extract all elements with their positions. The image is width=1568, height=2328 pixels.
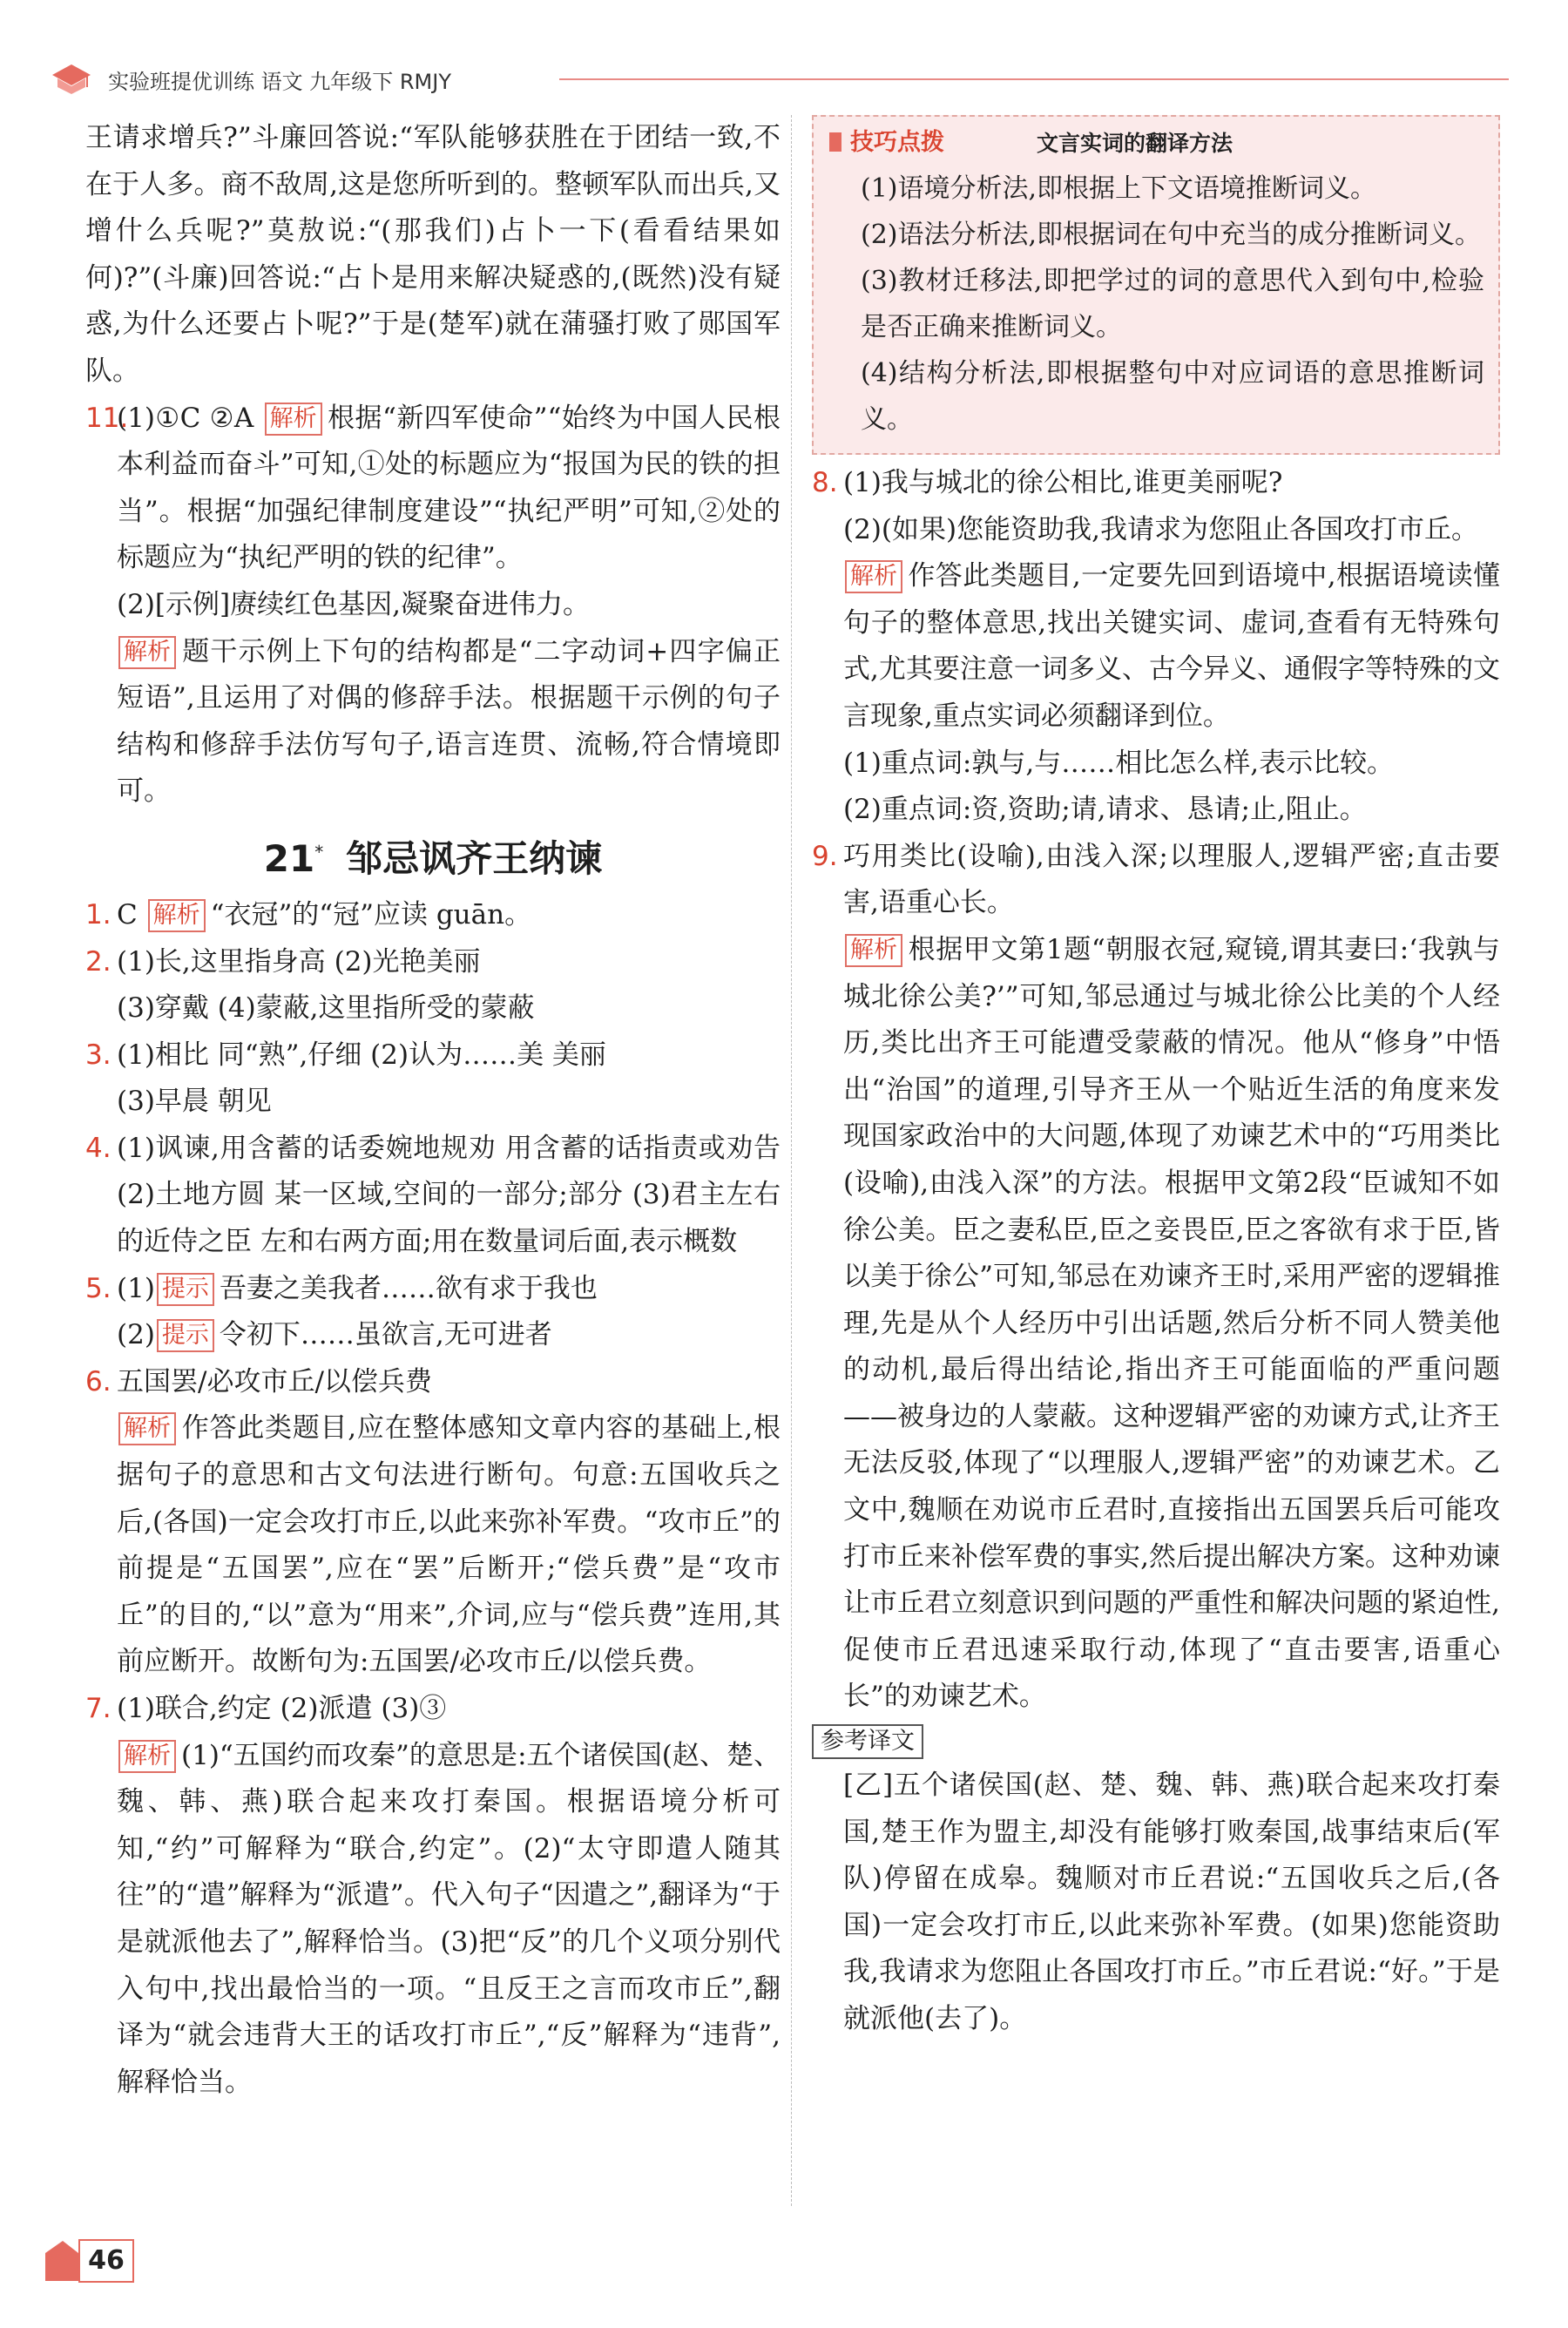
hint-text: 令初下……虽欲言,无可进者 <box>219 1319 552 1351</box>
question-3 <box>85 1032 781 1126</box>
tip-item: (1)语境分析法,即根据上下文语境推断词义。 <box>861 173 1377 204</box>
question-number: 2. <box>85 945 112 978</box>
tips-label: 技巧点拨 <box>829 125 944 160</box>
hint-text: 吾妻之美我者……欲有求于我也 <box>219 1272 598 1304</box>
page-number-label: 46 <box>78 2239 134 2283</box>
question-number: 6. <box>85 1365 112 1397</box>
question-number: 7. <box>85 1693 112 1724</box>
part-label: (1) <box>117 1272 155 1304</box>
tips-title: 文言实词的翻译方法 <box>1037 131 1233 156</box>
question-6 <box>85 1359 781 1686</box>
question-7 <box>85 1686 781 2106</box>
answer-text: (3)早晨 朝见 <box>117 1086 272 1118</box>
analysis-text: (1)“五国约而攻秦”的意思是:五个诸侯国(赵、楚、魏、韩、燕)联合起来攻打秦国。根据语境分析可知,“约”可解释为“联合,约定”。(2)“太守即遣人随其往”的“遣”解释为“派遣”。代入句子“因遣之”,翻译为“于是就派他去了”,解释恰当。(3)把“反”的几个义项分别代入句中,找出最恰当的一项。“且反王之言而攻市丘”,翻译为“就会违背大王的话攻打市丘”,“反”解释为“违背”,解释恰当。 <box>117 1739 781 2098</box>
question-number: 9. <box>812 840 838 872</box>
answer-text: (2)[示例]赓续红色基因,凝聚奋进伟力。 <box>117 588 590 620</box>
key-word-note: (1)重点词:孰与,与……相比怎么样,表示比较。 <box>843 747 1395 779</box>
question-5 <box>85 1266 781 1359</box>
left-column <box>85 115 781 2106</box>
tips-box <box>812 115 1500 455</box>
analysis-text: “衣冠”的“冠”应读 guān。 <box>210 898 532 931</box>
book-logo-icon <box>49 61 94 96</box>
analysis-tag: 解析 <box>845 934 902 967</box>
header-title: 实验班提优训练 语文 九年级下 RMJY <box>108 70 452 94</box>
lesson-star: * <box>314 841 324 863</box>
question-4 <box>85 1126 781 1266</box>
analysis-tag: 解析 <box>118 1412 176 1445</box>
question-number: 3. <box>85 1039 112 1071</box>
answer-text: (1)讽谏,用含蓄的话委婉地规劝 用含蓄的话指责或劝告 (2)土地方圆 某一区域,空间的一部分;部分 (3)君主左右的近侍之臣 左和右两方面;用在数量词后面,表示概数 <box>117 1132 781 1258</box>
answer-text: (1)联合,约定 (2)派遣 (3)③ <box>117 1693 447 1724</box>
analysis-text: 根据甲文第1题“朝服衣冠,窥镜,谓其妻曰:‘我孰与城北徐公美?’”可知,邹忌通过与城北徐公比美的个人经历,类比出齐王可能遭受蒙蔽的情况。他从“修身”中悟出“治国”的道理,引导齐王从一个贴近生活的角度来发现国家政治中的大问题,体现了劝谏艺术中的“巧用类比(设喻),由浅入深”的方法。根据甲文第2段“臣诚知不如徐公美。臣之妻私臣,臣之妾畏臣,臣之客欲有求于臣,皆以美于徐公”可知,邹忌在劝谏齐王时,采用严密的逻辑推理,先是从个人经历中引出话题,然后分析不同人赞美他的动机,最后得出结论,指出齐王可能面临的严重问题——被身边的人蒙蔽。这种逻辑严密的劝谏方式,让齐王无法反驳,体现了“以理服人,逻辑严密”的劝谏艺术。乙文中,魏顺在劝说市丘君时,直接指出五国罢兵后可能攻打市丘来补偿军费的事实,然后提出解决方案。这种劝谏让市丘君立刻意识到问题的严重性和解决问题的紧迫性,促使市丘君迅速采取行动,体现了“直击要害,语重心长”的劝谏艺术。 <box>843 933 1500 1713</box>
continued-translation: 王请求增兵?”斗廉回答说:“军队能够获胜在于团结一致,不在于人多。商不敌周,这是您所听到的。整顿军队而出兵,又增什么兵呢?”莫敖说:“(那我们)占卜一下(看看结果如何)?”(斗廉)回答说:“占卜是用来解决疑惑的,(既然)没有疑惑,为什么还要占卜呢?”于是(楚军)就在蒲骚打败了郧国军队。 <box>85 122 781 387</box>
header-rule <box>559 78 1509 80</box>
tip-item: (2)语法分析法,即根据词在句中充当的成分推断词义。 <box>861 220 1482 250</box>
tip-item: (3)教材迁移法,即把学过的词的意思代入到句中,检验是否正确来推断词义。 <box>861 266 1484 342</box>
key-word-note: (2)重点词:资,资助;请,请求、恳请;止,阻止。 <box>843 794 1367 826</box>
analysis-tag: 解析 <box>148 899 206 932</box>
answer-text: C <box>117 898 138 931</box>
analysis-text: 作答此类题目,应在整体感知文章内容的基础上,根据句子的意思和古文句法进行断句。句意:五国收兵之后,(各国)一定会攻打市丘,以此来弥补军费。“攻市丘”的前提是“五国罢”,应在“罢”后断开;“偿兵费”是“攻市丘”的目的,“以”意为“用来”,介词,应与“偿兵费”连用,其前应断开。故断句为:五国罢/必攻市丘/以偿兵费。 <box>117 1412 781 1678</box>
question-1 <box>85 892 781 939</box>
arrow-icon <box>45 2241 78 2281</box>
lesson-name: 邹忌讽齐王纳谏 <box>346 836 603 880</box>
answer-text: (1)长,这里指身高 (2)光艳美丽 <box>117 945 481 978</box>
answer-text: (1)①C ②A <box>117 402 254 434</box>
analysis-tag: 解析 <box>265 403 322 436</box>
answer-text: (2)(如果)您能资助我,我请求为您阻止各国攻打市丘。 <box>843 513 1478 545</box>
analysis-text: 作答此类题目,一定要先回到语境中,根据语境读懂句子的整体意思,找出关键实词、虚词,查看有无特殊句式,尤其要注意一词多义、古今异义、通假字等特殊的文言现象,重点实词必须翻译到位。 <box>843 560 1500 732</box>
hint-tag: 提示 <box>157 1273 214 1306</box>
lesson-number: 21 <box>263 836 315 880</box>
lesson-title <box>85 821 781 890</box>
question-number: 5. <box>85 1272 112 1304</box>
question-number: 8. <box>812 467 838 498</box>
answer-text: (1)相比 同“熟”,仔细 (2)认为……美 美丽 <box>117 1039 606 1071</box>
reference-translation-label: 参考译文 <box>812 1724 923 1759</box>
page-number <box>45 2237 143 2286</box>
question-2 <box>85 939 781 1032</box>
answer-text: 五国罢/必攻市丘/以偿兵费 <box>117 1365 432 1397</box>
tips-header <box>829 125 1484 166</box>
question-11 <box>85 396 781 815</box>
answer-text: (1)我与城北的徐公相比,谁更美丽呢? <box>843 467 1283 498</box>
tip-item: (4)结构分析法,即根据整句中对应词语的意思推断词义。 <box>861 358 1484 435</box>
question-number: 4. <box>85 1132 112 1164</box>
answer-text: (3)穿戴 (4)蒙蔽,这里指所受的蒙蔽 <box>117 992 535 1025</box>
analysis-tag: 解析 <box>118 636 176 669</box>
bookmark-icon <box>829 132 841 152</box>
analysis-text: 根据“新四军使命”“始终为中国人民根本利益而奋斗”可知,①处的标题应为“报国为民的铁的担当”。根据“加强纪律制度建设”“执纪严明”可知,②处的标题应为“执纪严明的铁的纪律”。 <box>117 402 781 574</box>
question-9 <box>812 834 1500 1721</box>
answer-text: 巧用类比(设喻),由浅入深;以理服人,逻辑严密;直击要害,语重心长。 <box>843 840 1500 919</box>
right-column <box>812 115 1500 2043</box>
analysis-tag: 解析 <box>118 1740 176 1773</box>
question-8 <box>812 460 1500 834</box>
reference-translation: [乙]五个诸侯国(赵、楚、魏、韩、燕)联合起来攻打秦国,楚王作为盟主,却没有能够打败秦国,战事结束后(军队)停留在成皋。魏顺对市丘君说:“五国收兵之后,(各国)一定会攻打市丘,以此来弥补军费。(如果)您能资助我,我请求为您阻止各国攻打市丘。”市丘君说:“好。”于是就派他(去了)。 <box>843 1770 1500 2034</box>
hint-tag: 提示 <box>157 1319 214 1352</box>
question-number: 11. <box>85 402 129 434</box>
column-divider <box>791 115 792 2206</box>
page-header <box>45 61 1509 96</box>
analysis-tag: 解析 <box>845 560 902 593</box>
question-number: 1. <box>85 898 112 931</box>
analysis-text: 题干示例上下句的结构都是“二字动词+四字偏正短语”,且运用了对偶的修辞手法。根据题干示例的句子结构和修辞手法仿写句子,语言连贯、流畅,符合情境即可。 <box>117 635 781 808</box>
part-label: (2) <box>117 1319 155 1351</box>
